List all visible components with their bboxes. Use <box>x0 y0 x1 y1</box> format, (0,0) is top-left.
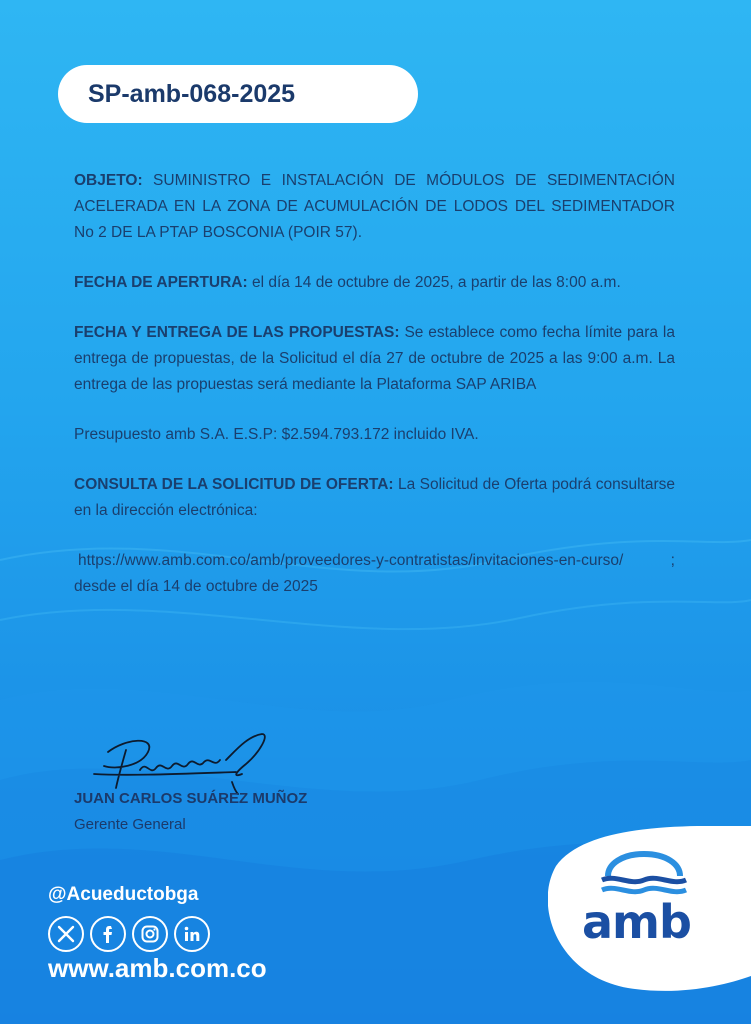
signatory-name: JUAN CARLOS SUÁREZ MUÑOZ <box>74 790 308 807</box>
consulta-label: CONSULTA DE LA SOLICITUD DE OFERTA: <box>74 476 394 493</box>
document-id: SP-amb-068-2025 <box>88 79 296 108</box>
entrega-propuestas-text: Se establece como fecha límite para la entrega de propuestas, de la Solicitud el día 27 de octubre de 2025 a las 9:00 a.m. La entrega de las propuestas será mediante la Plataforma SAP ARIBA <box>74 324 675 393</box>
instagram-icon[interactable] <box>132 916 168 952</box>
amb-logo-waves-icon <box>600 850 688 900</box>
paragraph-entrega-propuestas <box>74 320 675 398</box>
paragraph-objeto <box>74 168 675 246</box>
handwritten-signature <box>86 730 276 795</box>
fecha-apertura-text: el día 14 de octubre de 2025, a partir de las 8:00 a.m. <box>247 274 621 291</box>
social-icons <box>48 916 210 952</box>
paragraph-fecha-apertura <box>74 270 675 296</box>
social-handle[interactable]: @Acueductobga <box>48 884 199 905</box>
amb-logo-text: amb <box>582 895 691 949</box>
objeto-text: SUMINISTRO E INSTALACIÓN DE MÓDULOS DE SEDIMENTACIÓN ACELERADA EN LA ZONA DE ACUMULACIÓN DE LODOS DEL SEDIMENTADOR No 2 DE LA PTAP BOSCONIA (POIR 57). <box>74 172 675 241</box>
paragraph-consulta-solicitud <box>74 472 675 524</box>
entrega-propuestas-label: FECHA Y ENTREGA DE LAS PROPUESTAS: <box>74 324 400 341</box>
objeto-label: OBJETO: <box>74 172 143 189</box>
fecha-apertura-label: FECHA DE APERTURA: <box>74 274 248 291</box>
website-url[interactable]: www.amb.com.co <box>48 953 267 983</box>
signatory-role: Gerente General <box>74 816 186 833</box>
linkedin-icon[interactable] <box>174 916 210 952</box>
solicitud-link[interactable]: https://www.amb.com.co/amb/proveedores-y-contratistas/invitaciones-en-curso/ ; desde el día 14 de octubre de 2025 <box>74 552 675 595</box>
facebook-icon[interactable] <box>90 916 126 952</box>
signature-block <box>74 730 374 850</box>
document-id-pill <box>58 65 418 123</box>
paragraph-presupuesto <box>74 422 675 448</box>
consulta-text: La Solicitud de Oferta podrá consultarse en la dirección electrónica: <box>74 476 675 519</box>
document-body <box>74 168 675 624</box>
presupuesto-text: Presupuesto amb S.A. E.S.P: $2.594.793.172 incluido IVA. <box>74 426 479 443</box>
x-icon[interactable] <box>48 916 84 952</box>
